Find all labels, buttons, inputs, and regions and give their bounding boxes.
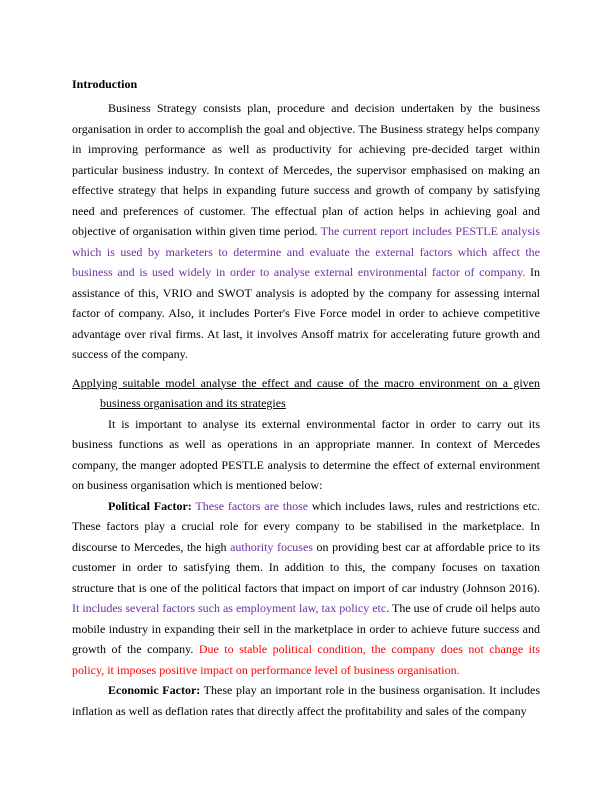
economic-text: These play an important role in the business organisation. It includes inflation as well as deflation rates that directly affect the profitability and sales of the company (72, 683, 540, 718)
political-factor-paragraph (72, 496, 540, 681)
section-heading: Applying suitable model analyse the effect and cause of the macro environment on a given business organisation and its strategies (72, 375, 540, 410)
economic-factor-paragraph (72, 680, 540, 721)
pestle-intro-paragraph: It is important to analyse its external environmental factor in order to carry out its business functions as well as operations in an appropriate manner. In context of Mercedes company, the manger adopted PESTLE analysis to determine the effect of external environment on business organisation which is mentioned below: (72, 416, 540, 492)
political-red-text: Due to stable political condition, the company does not change its policy, it imposes positive impact on performance level of business organisation. (72, 642, 540, 677)
introduction-paragraph (72, 98, 540, 365)
intro-text-part-1: Business Strategy consists plan, procedure and decision undertaken by the business organisation in order to accomplish the goal and objective. The Business strategy helps company in improving performance as well as productivity for achieving pre-decided target within particular business industry. In context of Mercedes, the supervisor emphasised on making an effective strategy that helps in expanding future success and growth of company by satisfying need and preferences of customer. The effectual plan of action helps in achieving goal and objective of organisation within given time period. (72, 101, 540, 238)
economic-factor-label: Economic Factor: (108, 683, 201, 697)
intro-highlighted-text: The current report includes PESTLE analysis which is used by marketers to determine and evaluate the external factors which affect the business and is used widely in order to analyse external environmental factor of company. (72, 224, 540, 279)
intro-text-part-2: In assistance of this, VRIO and SWOT analysis is adopted by the company for assessing internal factor of company. Also, it includes Porter's Five Force model in order to achieve competitive advantage over rival firms. At last, it involves Ansoff matrix for accelerating future growth and success of the company. (72, 265, 540, 361)
political-highlight-1: These factors are those (195, 498, 309, 513)
introduction-heading: Introduction (72, 77, 138, 91)
political-highlight-2: authority focuses (230, 539, 313, 554)
political-text-1: which includes laws, rules and restrictions etc. These factors play a crucial role for every company to be stabilised in the marketplace. In discourse to Mercedes, the high (72, 498, 540, 554)
political-text-2: on providing best car at affordable price to its customer in order to satisfying them. In addition to this, the company focuses on taxation structure that is one of the political factors that impact on import of car industry (Johnson 2016). (72, 539, 541, 595)
political-highlight-3: It includes several factors such as employment law, tax policy etc (72, 601, 387, 615)
political-factor-label: Political Factor: (108, 498, 192, 513)
political-text-3: . The use of crude oil helps auto mobile industry in expanding their sell in the marketplace in order to achieve future success and growth of the company. (72, 601, 540, 656)
